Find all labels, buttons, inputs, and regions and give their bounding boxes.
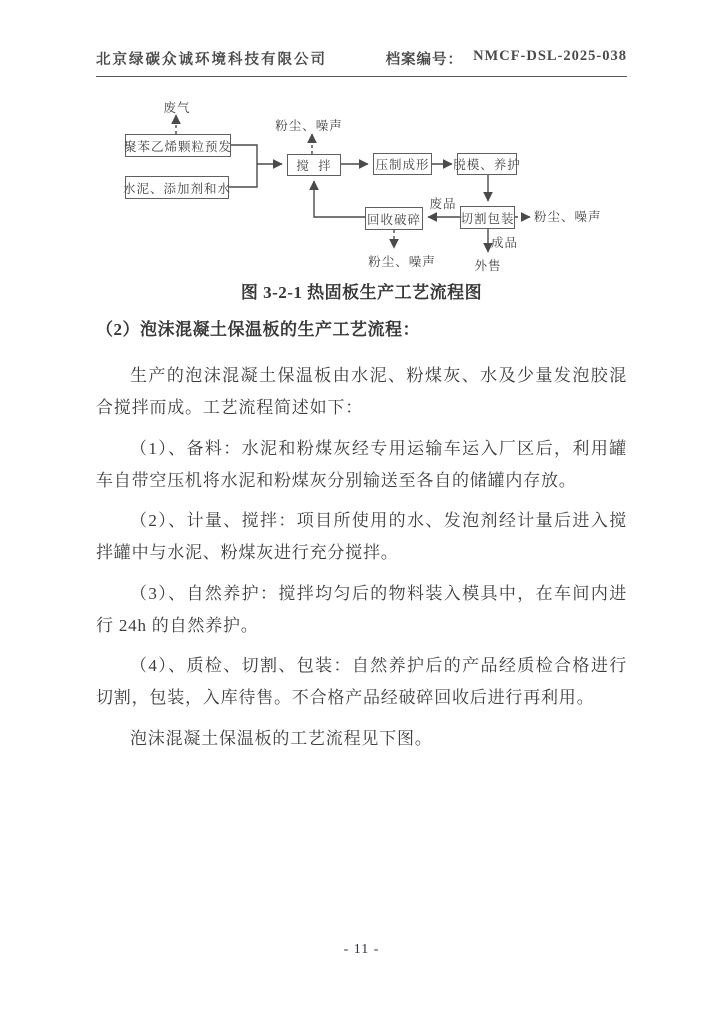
- flow-connectors: [0, 90, 723, 290]
- label-dust-noise-bottom: 粉尘、噪声: [368, 255, 436, 269]
- company-name: 北京绿碳众诚环境科技有限公司: [96, 52, 327, 68]
- archive-number: NMCF-DSL-2025-038: [473, 48, 627, 64]
- archive-number-group: [386, 48, 627, 69]
- paragraph-step-4: （4）、质检、切割、包装：自然养护后的产品经质检合格进行切割，包装，入库待售。不合格产品经破碎回收后进行再利用。: [96, 656, 627, 707]
- label-dust-noise-right: 粉尘、噪声: [534, 210, 602, 224]
- label-dust-noise-top: 粉尘、噪声: [275, 119, 343, 133]
- figure-caption: 图 3-2-1 热固板生产工艺流程图: [240, 283, 483, 302]
- label-external-sale: 外售: [474, 259, 502, 273]
- page-number: - 11 -: [343, 942, 380, 957]
- label-waste-gas: 废气: [163, 101, 191, 115]
- paragraph-step-1: （1）、备料：水泥和粉煤灰经专用运输车运入厂区后，利用罐车自带空压机将水泥和粉煤灰分别输送至各自的储罐内存放。: [96, 438, 627, 490]
- process-flow-diagram: [0, 90, 723, 290]
- body-text: [96, 280, 627, 763]
- node-mixing: 搅 拌: [287, 154, 341, 176]
- archive-label: 档案编号：: [385, 52, 464, 68]
- paragraph-intro: 生产的泡沫混凝土保温板由水泥、粉煤灰、水及少量发泡胶混合搅拌而成。工艺流程简述如下：: [96, 366, 627, 417]
- connector-inputs-junction: [229, 145, 257, 187]
- paragraph-step-3: （3）、自然养护：搅拌均匀后的物料装入模具中，在车间内进行 24h 的自然养护。: [96, 583, 627, 635]
- node-recycle-crushing: 回收破碎: [365, 207, 423, 230]
- node-press-forming: 压制成形: [373, 153, 432, 175]
- label-waste-product: 废品: [429, 197, 457, 211]
- arrow-recycle-to-mixing: [314, 181, 365, 217]
- section-heading: （2）泡沫混凝土保温板的生产工艺流程：: [96, 320, 420, 339]
- node-demolding-curing: 脱模、养护: [457, 153, 517, 175]
- page-header: [96, 48, 627, 77]
- node-cutting-packaging: 切割包装: [460, 206, 515, 229]
- paragraph-step-2: （2）、计量、搅拌：项目所使用的水、发泡剂经计量后进入搅拌罐中与水泥、粉煤灰进行充分搅拌。: [96, 511, 627, 562]
- paragraph-outro: 泡沫混凝土保温板的工艺流程见下图。: [130, 728, 433, 748]
- node-cement-additives-water: 水泥、添加剂和水: [125, 176, 229, 199]
- label-finished-product: 成品: [491, 236, 519, 250]
- node-polystyrene-pre-expansion: 聚苯乙烯颗粒预发: [125, 134, 231, 157]
